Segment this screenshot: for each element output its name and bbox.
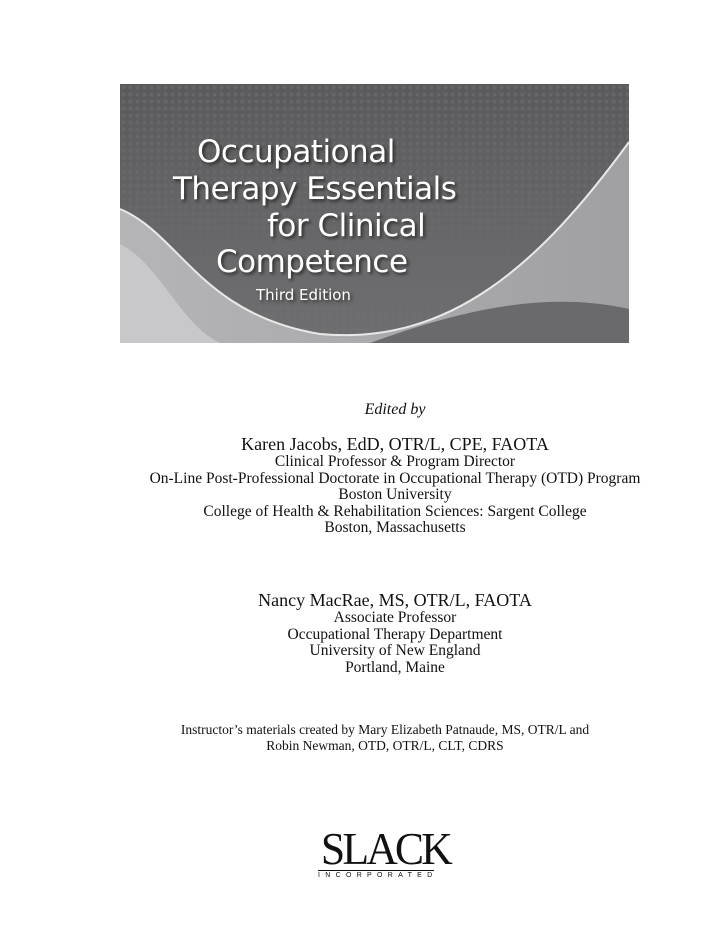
cover-title-line: Occupational xyxy=(197,134,395,170)
instructor-note-line: Robin Newman, OTD, OTR/L, CLT, CDRS xyxy=(266,738,504,753)
editor-name: Karen Jacobs, EdD, OTR/L, CPE, FAOTA xyxy=(241,434,549,454)
editor-affiliation: Associate Professor xyxy=(333,609,457,626)
editor-affiliation: College of Health & Rehabilitation Sciences: Sargent College xyxy=(203,502,587,520)
editor-name: Nancy MacRae, MS, OTR/L, FAOTA xyxy=(258,590,532,610)
cover-banner xyxy=(120,84,629,343)
editor-block xyxy=(0,590,720,676)
publisher-subtitle: INCORPORATED xyxy=(318,872,438,879)
editor-affiliation: Boston, Massachusetts xyxy=(324,519,466,536)
editor-block xyxy=(0,434,720,537)
editor-affiliation: Clinical Professor & Program Director xyxy=(274,453,516,470)
cover-title-line: for Clinical xyxy=(267,208,426,244)
publisher-name: SLACK xyxy=(320,823,450,874)
instructor-note-line: Instructor’s materials created by Mary Elizabeth Patnaude, MS, OTR/L and xyxy=(180,722,590,737)
editor-affiliation: On-Line Post-Professional Doctorate in Occupational Therapy (OTD) Program xyxy=(149,469,641,487)
cover-title-line: Therapy Essentials xyxy=(173,171,457,207)
publisher-logo xyxy=(318,823,450,879)
edited-by-label: Edited by xyxy=(364,401,426,418)
cover-edition: Third Edition xyxy=(256,286,351,304)
cover-title-line: Competence xyxy=(216,244,408,280)
editor-affiliation: Boston University xyxy=(338,486,452,503)
editor-affiliation: Occupational Therapy Department xyxy=(287,625,503,643)
editor-affiliation: Portland, Maine xyxy=(345,658,445,676)
instructor-note xyxy=(0,722,720,754)
editor-affiliation: University of New England xyxy=(309,642,481,659)
